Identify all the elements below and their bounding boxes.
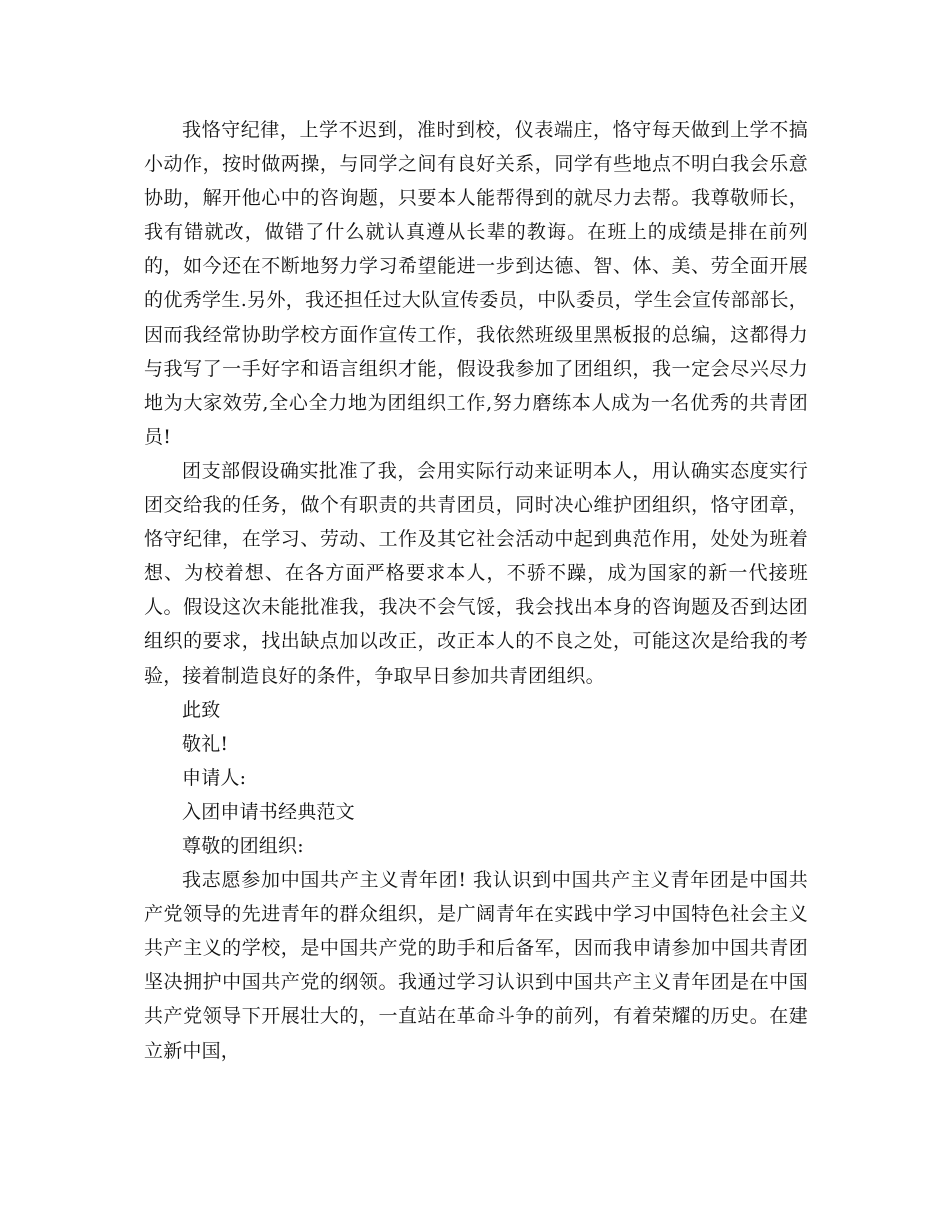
paragraph-application: 我志愿参加中国共产主义青年团! 我认识到中国共产主义青年团是中国共产党领导的先进青年的群众组织，是广阔青年在实践中学习中国特色社会主义共产主义的学校，是中国共产党的助手和后备军，因而我申请参加中国共青团坚决拥护中国共产党的纲领。我通过学习认识到中国共产主义青年团是在中国共产党领导下开展壮大的，一直站在革命斗争的前列，有着荣耀的历史。在建立新中国， bbox=[144, 869, 808, 1062]
document-body bbox=[144, 113, 808, 1068]
section-title: 入团申请书经典范文 bbox=[182, 800, 355, 823]
applicant-label: 申请人: bbox=[182, 766, 247, 789]
closing-salutation: 此致 bbox=[182, 698, 221, 721]
greeting: 尊敬的团组织: bbox=[182, 834, 304, 857]
paragraph-commitment: 团支部假设确实批准了我，会用实际行动来证明本人，用认确实态度实行团交给我的任务，做个有职责的共青团员，同时决心维护团组织，恪守团章，恪守纪律，在学习、劳动、工作及其它社会活动中起到典范作用，处处为班着想、为校着想、在各方面严格要求本人，不骄不躁，成为国家的新一代接班人。假设这次未能批准我，我决不会气馁，我会找出本身的咨询题及否到达团组织的要求，找出缺点加以改正，改正本人的不良之处，可能这次是给我的考验，接着制造良好的条件，争取早日参加共青团组织。 bbox=[144, 459, 808, 687]
closing-regards: 敬礼! bbox=[182, 732, 229, 755]
paragraph-discipline: 我恪守纪律，上学不迟到，准时到校，仪表端庄，恪守每天做到上学不搞小动作，按时做两操，与同学之间有良好关系，同学有些地点不明白我会乐意协助，解开他心中的咨询题，只要本人能帮得到的就尽力去帮。我尊敬师长，我有错就改，做错了什么就认真遵从长辈的教诲。在班上的成绩是排在前列的，如今还在不断地努力学习希望能进一步到达德、智、体、美、劳全面开展的优秀学生.另外，我还担任过大队宣传委员，中队委员，学生会宣传部部长，因而我经常协助学校方面作宣传工作，我依然班级里黑板报的总编，这都得力与我写了一手好字和语言组织才能，假设我参加了团组织，我一定会尽兴尽力地为大家效劳,全心全力地为团组织工作,努力磨练本人成为一名优秀的共青团员! bbox=[144, 119, 808, 448]
